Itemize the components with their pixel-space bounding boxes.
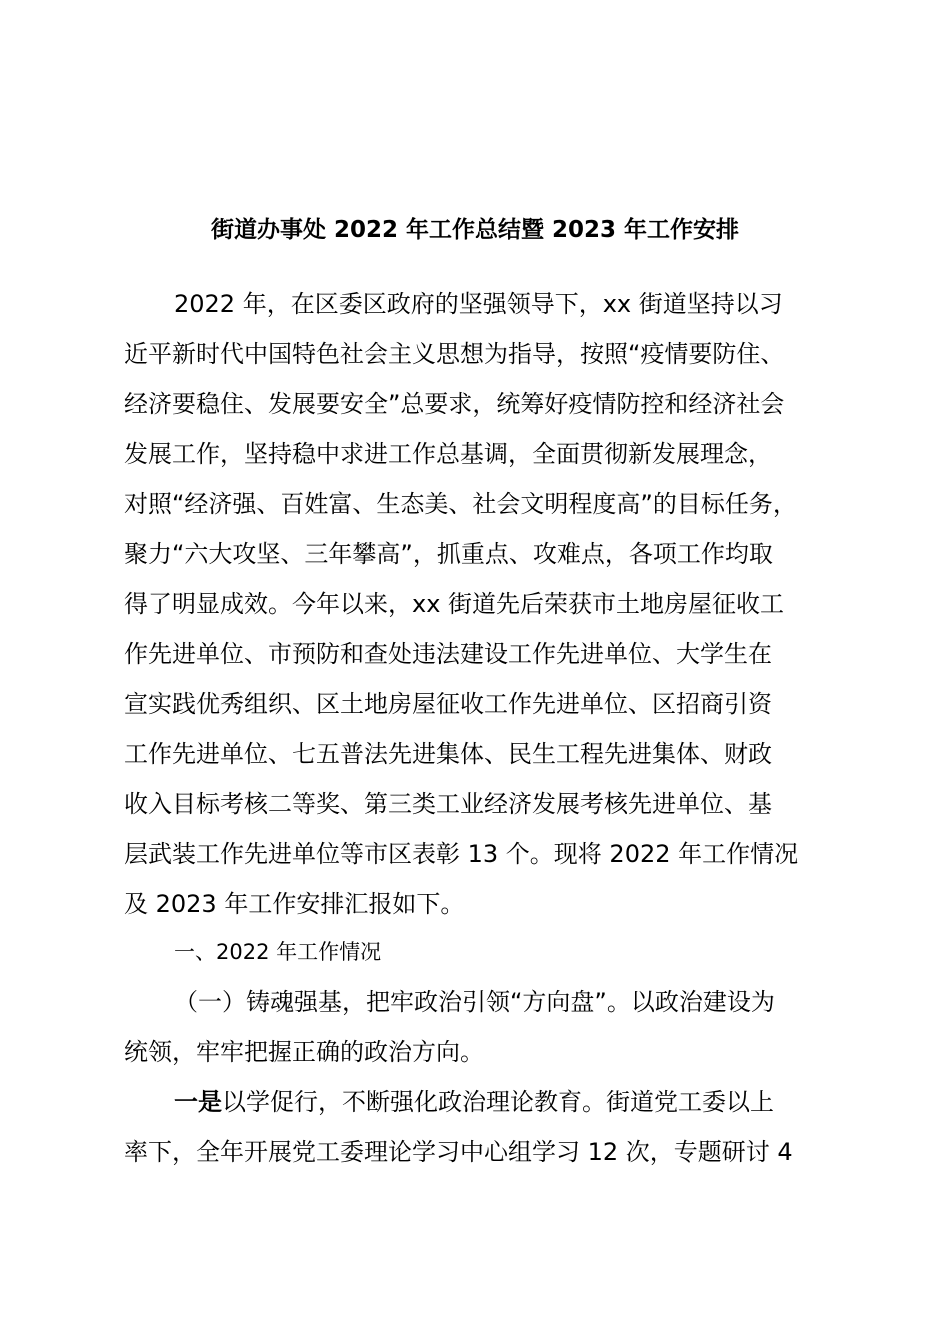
- paragraph-line: 发展工作，坚持稳中求进工作总基调，全面贯彻新发展理念，: [124, 440, 772, 468]
- paragraph-line: 作先进单位、市预防和查处违法建设工作先进单位、大学生在: [124, 640, 772, 668]
- paragraph-line: 近平新时代中国特色社会主义思想为指导，按照“疫情要防住、: [124, 340, 785, 368]
- paragraph-line: 收入目标考核二等奖、第三类工业经济发展考核先进单位、基: [124, 790, 772, 818]
- paragraph-line: 2022 年，在区委区政府的坚强领导下，xx 街道坚持以习: [174, 290, 783, 318]
- paragraph-line: 宣实践优秀组织、区土地房屋征收工作先进单位、区招商引资: [124, 690, 772, 718]
- paragraph-line: 聚力“六大攻坚、三年攀高”，抓重点、攻难点，各项工作均取: [124, 540, 773, 568]
- paragraph-line: 经济要稳住、发展要安全”总要求，统筹好疫情防控和经济社会: [124, 390, 785, 418]
- item-line: 率下，全年开展党工委理论学习中心组学习 12 次，专题研讨 4: [124, 1138, 793, 1166]
- document-title: 街道办事处 2022 年工作总结暨 2023 年工作安排: [210, 217, 740, 243]
- paragraph-line: 工作先进单位、七五普法先进集体、民生工程先进集体、财政: [124, 740, 772, 768]
- item-lead-bold: 一是: [174, 1088, 222, 1116]
- subsection-line: 统领，牢牢把握正确的政治方向。: [124, 1038, 484, 1066]
- section-heading: 一、2022 年工作情况: [174, 940, 382, 964]
- paragraph-line: 对照“经济强、百姓富、生态美、社会文明程度高”的目标任务，: [124, 490, 797, 518]
- item-text: 以学促行，不断强化政治理论教育。街道党工委以上: [222, 1088, 774, 1116]
- paragraph-line: 及 2023 年工作安排汇报如下。: [124, 890, 465, 918]
- item-first-line: [174, 1084, 774, 1120]
- subsection-heading: （一）铸魂强基，把牢政治引领“方向盘”。以政治建设为: [174, 988, 775, 1016]
- paragraph-line: 得了明显成效。今年以来，xx 街道先后荣获市土地房屋征收工: [124, 590, 785, 618]
- paragraph-line: 层武装工作先进单位等市区表彰 13 个。现将 2022 年工作情况: [124, 840, 799, 868]
